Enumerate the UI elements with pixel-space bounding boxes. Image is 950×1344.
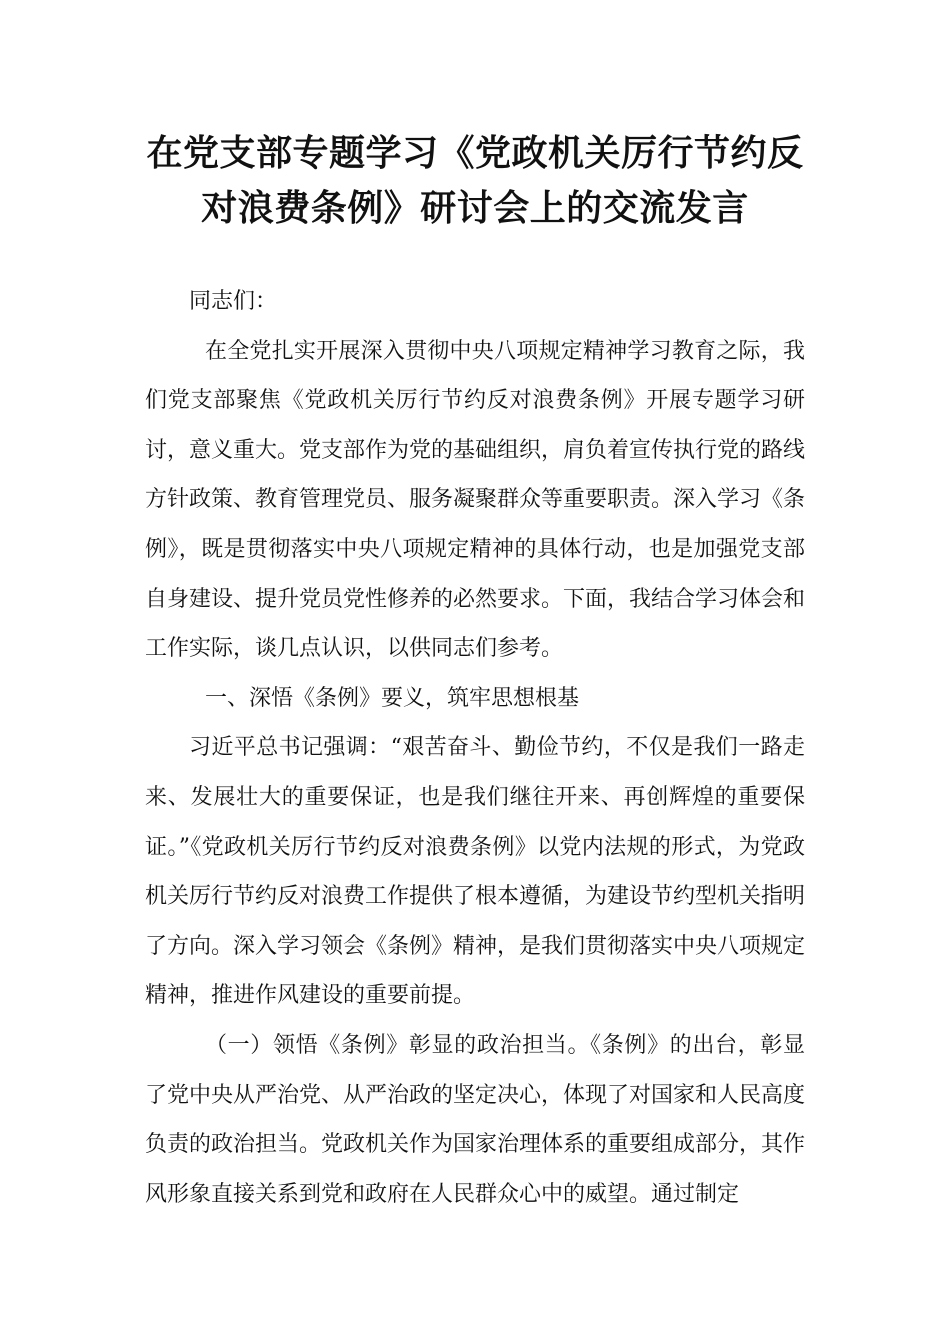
section-heading-1: 一、深悟《条例》要义，筑牢思想根基: [205, 685, 580, 711]
document-title: [145, 126, 805, 236]
title-line-1: 在党支部专题学习《党政机关厉行节约反: [146, 133, 804, 174]
paragraph-intro: 在全党扎实开展深入贯彻中央八项规定精神学习教育之际，我们党支部聚焦《党政机关厉行节约反对浪费条例》开展专题学习研讨，意义重大。党支部作为党的基础组织，肩负着宣传执行党的路线方针政策、教育管理党员、服务凝聚群众等重要职责。深入学习《条例》，既是贯彻落实中央八项规定精神的具体行动，也是加强党支部自身建设、提升党员党性修养的必然要求。下面，我结合学习体会和工作实际，谈几点认识，以供同志们参考。: [145, 338, 806, 662]
paragraph-subsection-1: （一）领悟《条例》彰显的政治担当。《条例》的出台，彰显了党中央从严治党、从严治政的坚定决心，体现了对国家和人民高度负责的政治担当。党政机关作为国家治理体系的重要组成部分，其作风形象直接关系到党和政府在人民群众心中的威望。通过制定: [145, 1032, 806, 1207]
salutation: 同志们：: [189, 289, 278, 314]
document-body: [145, 277, 805, 1219]
paragraph-quote: 习近平总书记强调：“艰苦奋斗、勤俭节约，不仅是我们一路走来、发展壮大的重要保证，也是我们继往开来、再创辉煌的重要保证。”《党政机关厉行节约反对浪费条例》以党内法规的形式，为党政机关厉行节约反对浪费工作提供了根本遵循，为建设节约型机关指明了方向。深入学习领会《条例》精神，是我们贯彻落实中央八项规定精神，推进作风建设的重要前提。: [145, 735, 806, 1009]
title-line-2: 对浪费条例》研讨会上的交流发言: [201, 188, 749, 229]
